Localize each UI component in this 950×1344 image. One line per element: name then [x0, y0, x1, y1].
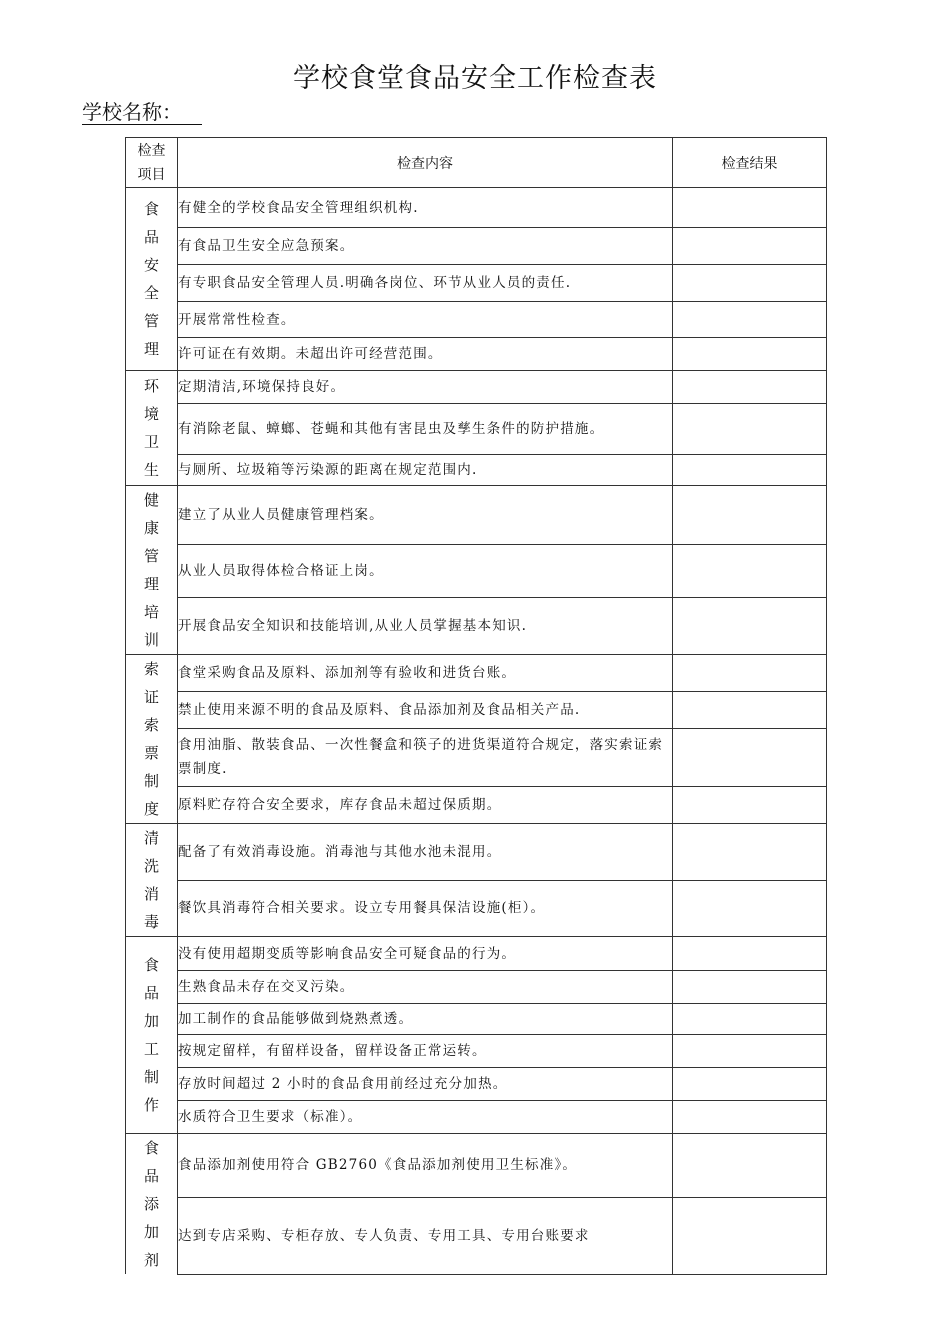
table-row: [126, 598, 827, 655]
table-row: [126, 728, 827, 787]
check-result-cell[interactable]: [673, 691, 827, 728]
check-result-cell[interactable]: [673, 404, 827, 455]
page-title: 学校食堂食品安全工作检查表: [293, 63, 657, 94]
check-content: 有食品卫生安全应急预案。: [178, 228, 673, 265]
table-row: [126, 371, 827, 404]
check-result-cell[interactable]: [673, 455, 827, 486]
table-row: [126, 1101, 827, 1134]
table-row: [126, 338, 827, 371]
category-cell: 食品加工制作: [126, 937, 178, 1134]
check-result-cell[interactable]: [673, 598, 827, 655]
table-row: [126, 265, 827, 302]
table-row: [126, 188, 827, 228]
table-row: [126, 1004, 827, 1035]
check-content: 按规定留样，有留样设备，留样设备正常运转。: [178, 1035, 673, 1068]
category-cell: 索证索票制度: [126, 655, 178, 824]
check-content: 定期清洁,环境保持良好。: [178, 371, 673, 404]
table-row: [126, 486, 827, 545]
check-result-cell[interactable]: [673, 302, 827, 338]
check-content: 食堂采购食品及原料、添加剂等有验收和进货台账。: [178, 655, 673, 692]
check-content: 建立了从业人员健康管理档案。: [178, 486, 673, 545]
school-name-field: [82, 100, 202, 125]
check-content: 水质符合卫生要求（标准）。: [178, 1101, 673, 1134]
check-content: 有专职食品安全管理人员.明确各岗位、环节从业人员的责任.: [178, 265, 673, 302]
school-name-label: 学校名称：: [82, 100, 202, 125]
check-result-cell[interactable]: [673, 486, 827, 545]
table-header-row: [126, 138, 827, 188]
check-result-cell[interactable]: [673, 1134, 827, 1198]
category-cell: 健康管理培训: [126, 486, 178, 655]
table-row: [126, 1134, 827, 1198]
table-row: [126, 1035, 827, 1068]
check-content: 有健全的学校食品安全管理组织机构.: [178, 188, 673, 228]
header-result: 检查结果: [673, 138, 827, 188]
table-row: [126, 655, 827, 692]
header-content: 检查内容: [178, 138, 673, 188]
table-row: [126, 404, 827, 455]
check-result-cell[interactable]: [673, 544, 827, 597]
check-result-cell[interactable]: [673, 371, 827, 404]
check-content: 有消除老鼠、蟑螂、苍蝇和其他有害昆虫及孳生条件的防护措施。: [178, 404, 673, 455]
table-row: [126, 302, 827, 338]
table-row: [126, 880, 827, 937]
table-row: [126, 937, 827, 971]
table-row: [126, 544, 827, 597]
check-result-cell[interactable]: [673, 1101, 827, 1134]
check-result-cell[interactable]: [673, 1068, 827, 1101]
category-cell: 清洗消毒: [126, 824, 178, 937]
category-cell: 食品添加剂: [126, 1134, 178, 1275]
inspection-table: [125, 137, 827, 1275]
check-result-cell[interactable]: [673, 787, 827, 824]
check-content: 没有使用超期变质等影响食品安全可疑食品的行为。: [178, 937, 673, 971]
check-content: 达到专店采购、专柜存放、专人负责、专用工具、专用台账要求: [178, 1197, 673, 1274]
check-content: 加工制作的食品能够做到烧熟煮透。: [178, 1004, 673, 1035]
check-result-cell[interactable]: [673, 228, 827, 265]
check-content: 从业人员取得体检合格证上岗。: [178, 544, 673, 597]
table-row: [126, 1197, 827, 1274]
check-result-cell[interactable]: [673, 265, 827, 302]
category-cell: 环境卫生: [126, 371, 178, 486]
check-content: 开展常常性检查。: [178, 302, 673, 338]
check-content: 原料贮存符合安全要求，库存食品未超过保质期。: [178, 787, 673, 824]
table-row: [126, 971, 827, 1004]
check-content: 餐饮具消毒符合相关要求。设立专用餐具保洁设施(柜）。: [178, 880, 673, 937]
table-row: [126, 824, 827, 881]
category-cell: 食品安全管理: [126, 188, 178, 371]
check-content: 禁止使用来源不明的食品及原料、食品添加剂及食品相关产品.: [178, 691, 673, 728]
check-result-cell[interactable]: [673, 824, 827, 881]
check-result-cell[interactable]: [673, 655, 827, 692]
check-content: 与厕所、垃圾箱等污染源的距离在规定范围内.: [178, 455, 673, 486]
table-row: [126, 1068, 827, 1101]
header-item: 检查项目: [126, 138, 178, 188]
check-result-cell[interactable]: [673, 1004, 827, 1035]
check-content: 存放时间超过 2 小时的食品食用前经过充分加热。: [178, 1068, 673, 1101]
table-row: [126, 787, 827, 824]
check-result-cell[interactable]: [673, 937, 827, 971]
check-content: 生熟食品未存在交叉污染。: [178, 971, 673, 1004]
check-result-cell[interactable]: [673, 971, 827, 1004]
check-content: 食品添加剂使用符合 GB2760《食品添加剂使用卫生标准》。: [178, 1134, 673, 1198]
table-row: [126, 691, 827, 728]
table-row: [126, 228, 827, 265]
check-result-cell[interactable]: [673, 880, 827, 937]
check-content: 许可证在有效期。未超出许可经营范围。: [178, 338, 673, 371]
check-result-cell[interactable]: [673, 728, 827, 787]
check-content: 配备了有效消毒设施。消毒池与其他水池未混用。: [178, 824, 673, 881]
check-result-cell[interactable]: [673, 1197, 827, 1274]
check-content: 食用油脂、散装食品、一次性餐盒和筷子的进货渠道符合规定，落实索证索票制度.: [178, 728, 673, 787]
check-content: 开展食品安全知识和技能培训,从业人员掌握基本知识.: [178, 598, 673, 655]
check-result-cell[interactable]: [673, 338, 827, 371]
check-result-cell[interactable]: [673, 188, 827, 228]
check-result-cell[interactable]: [673, 1035, 827, 1068]
table-row: [126, 455, 827, 486]
